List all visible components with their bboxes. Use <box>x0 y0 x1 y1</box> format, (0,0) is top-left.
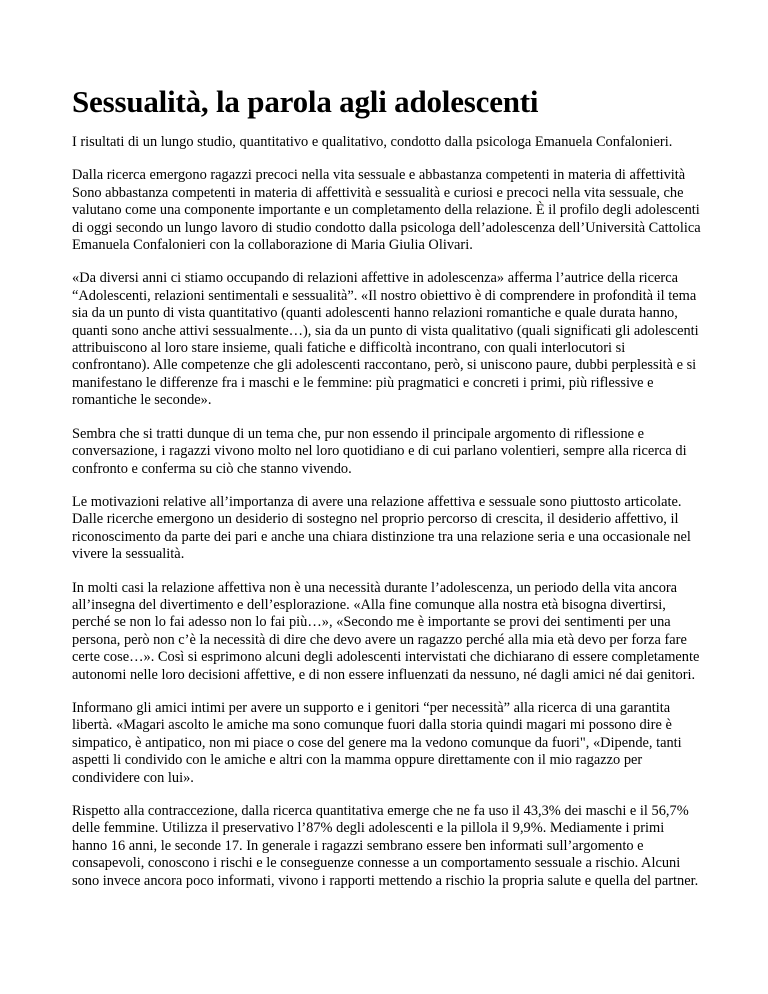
article-paragraph: Rispetto alla contraccezione, dalla ricerca quantitativa emerge che ne fa uso il 43,3% dei maschi e il 56,7% delle femmine. Utilizza il preservativo l’87% degli adolescenti e la pillola il 9,9%. Mediamente i primi hanno 16 anni, le seconde 17. In generale i ragazzi sembrano essere ben informati sull’argomento e consapevoli, conoscono i rischi e le conseguenze connesse a un comportamento sessuale a rischio. Alcuni sono invece ancora poco informati, vivono i rapporti mettendo a rischio la propria salute e quella del partner. <box>72 803 699 889</box>
article-paragraph: Sembra che si tratti dunque di un tema che, pur non essendo il principale argomento di riflessione e conversazione, i ragazzi vivono molto nel loro quotidiano e di cui parlano volentieri, sempre alla ricerca di confronto e conferma su ciò che stanno vivendo. <box>72 425 687 477</box>
article-paragraph-intro: I risultati di un lungo studio, quantitativo e qualitativo, condotto dalla psicologa Emanuela Confalonieri. <box>72 134 673 150</box>
article-paragraph: «Da diversi anni ci stiamo occupando di relazioni affettive in adolescenza» afferma l’autrice della ricerca “Adolescenti, relazioni sentimentali e sessualità”. «Il nostro obiettivo è di comprendere in profondità il tema sia da un punto di vista quantitativo (quanti adolescenti hanno relazioni romantiche e quale durata hanno, quanti sono anche attivi sessualmente…), sia da un punto di vista qualitativo (quali significati gli adolescenti attribuiscono al loro stare insieme, quali fatiche e difficoltà incontrano, con quali interlocutori si confrontano). Alle competenze che gli adolescenti raccontano, però, si uniscono paure, dubbi perplessità e si manifestano le differenze fra i maschi e le femmine: più pragmatici e concreti i primi, più riflessive e romantiche le seconde». <box>72 270 699 409</box>
article-title: Sessualità, la parola agli adolescenti <box>72 84 539 119</box>
article-paragraph: In molti casi la relazione affettiva non è una necessità durante l’adolescenza, un periodo della vita ancora all’insegna del divertimento e dell’esplorazione. «Alla fine comunque alla nostra età bisogna divertirsi, perché se non lo fai adesso non lo fai più…», «Secondo me è importante se provi dei sentimenti per una persona, però non c’è la necessità di dire che devo avere un ragazzo perché alla mia età devo per forza fare certe cose…». Così si esprimono alcuni degli adolescenti intervistati che dichiarano di essere completamente autonomi nelle loro decisioni affettive, e di non essere influenzati da nessuno, né dagli amici né dai genitori. <box>72 579 700 683</box>
article-paragraph: Dalla ricerca emergono ragazzi precoci nella vita sessuale e abbastanza competenti in materia di affettività Sono abbastanza competenti in materia di affettività e sessualità e curiosi e precoci nella vita sessuale, che valutano come una componente importante e un completamento della relazione. È il profilo degli adolescenti di oggi secondo un lungo lavoro di studio condotto dalla psicologa dell’adolescenza dell’Università Cattolica Emanuela Confalonieri con la collaborazione di Maria Giulia Olivari. <box>72 167 701 254</box>
article-paragraph: Le motivazioni relative all’importanza di avere una relazione affettiva e sessuale sono piuttosto articolate. Dalle ricerche emergono un desiderio di sostegno nel proprio percorso di crescita, il desiderio affettivo, il riconoscimento da parte dei pari e anche una chiara distinzione tra una relazione seria e una occasionale nel vivere la sessualità. <box>72 493 691 563</box>
article-paragraph: Informano gli amici intimi per avere un supporto e i genitori “per necessità” alla ricerca di una garantita libertà. «Magari ascolto le amiche ma sono comunque fuori dalla storia quindi magari mi possono dire è simpatico, è antipatico, non mi piace o cose del genere ma la vedono comunque da fuori", «Dipende, tanti aspetti li condivido con le amiche e altri con la mamma oppure direttamente con il mio ragazzo per condividere con lui». <box>72 699 682 786</box>
document-page <box>72 84 702 906</box>
